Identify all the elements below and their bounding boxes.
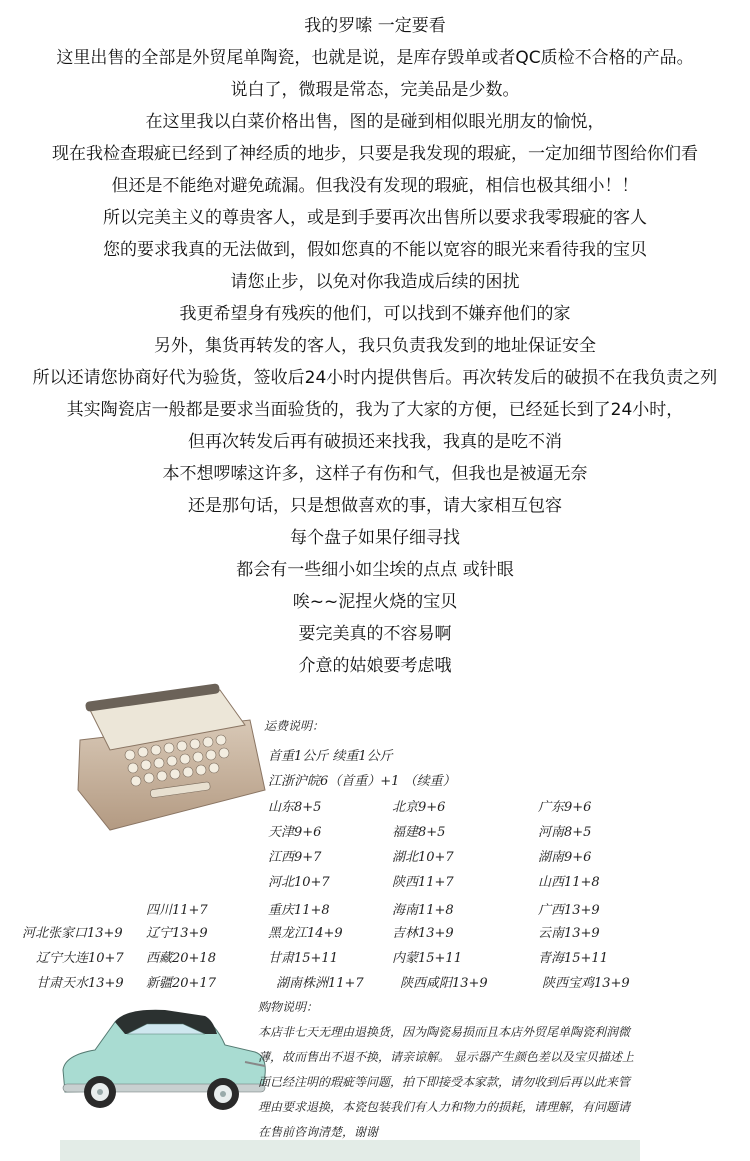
notice-line: 本不想啰嗦这许多，这样子有伤和气，但我也是被逼无奈	[162, 464, 588, 484]
notice-line: 您的要求我真的无法做到，假如您真的不能以宽容的眼光来看待我的宝贝	[103, 240, 647, 260]
notice-line: 介意的姑娘要考虑哦	[298, 656, 452, 676]
notice-line: 还是那句话，只是想做喜欢的事，请大家相互包容	[188, 496, 562, 516]
rate-item: 云南13+9	[538, 926, 600, 941]
rate-item: 广东9+6	[538, 800, 592, 815]
rate-item: 海南11+8	[392, 903, 454, 918]
rate-item: 北京9+6	[392, 800, 446, 815]
rate-item: 黑龙江14+9	[268, 926, 343, 941]
rate-item: 江西9+7	[268, 850, 322, 865]
notice-text	[0, 10, 750, 682]
rate-item: 山东8+5	[268, 800, 322, 815]
rate-item: 湖南9+6	[538, 850, 592, 865]
rate-item: 陕西咸阳13+9	[400, 976, 488, 991]
typewriter-image	[70, 680, 270, 835]
rate-item: 四川11+7	[146, 903, 208, 918]
rate-item: 福建8+5	[392, 825, 446, 840]
rate-item: 天津9+6	[268, 825, 322, 840]
rate-item: 青海15+11	[538, 951, 608, 966]
rate-item: 陕西宝鸡13+9	[542, 976, 630, 991]
notice-line: 唉~~泥捏火烧的宝贝	[292, 592, 458, 612]
rate-item: 辽宁大连10+7	[36, 951, 124, 966]
rate-item: 湖南株洲11+7	[276, 976, 364, 991]
shopping-body: 本店非七天无理由退换货，因为陶瓷易损而且本店外贸尾单陶瓷利润微薄，故而售出不退不换，请亲谅解。 显示器产生颜色差以及宝贝描述上面已经注明的瑕疵等问题，拍下即接受本家款，请勿收到后再以此来管理由要求退换，本瓷包装我们有人力和物力的损耗，请理解，有问题请在售前咨询清楚，谢谢	[258, 1025, 634, 1139]
vintage-car-image	[55, 1000, 270, 1125]
rate-item: 河北10+7	[268, 875, 330, 890]
notice-line: 每个盘子如果仔细寻找	[290, 528, 460, 548]
notice-line: 所以还请您协商好代为验货，签收后24小时内提供售后。再次转发后的破损不在我负责之列	[32, 368, 718, 388]
footer-strip	[60, 1140, 640, 1161]
rate-item: 新疆20+17	[146, 976, 216, 991]
rate-item: 湖北10+7	[392, 850, 454, 865]
notice-line: 另外，集货再转发的客人，我只负责我发到的地址保证安全	[154, 336, 596, 356]
shopping-title: 购物说明：	[258, 1000, 319, 1014]
notice-line: 这里出售的全部是外贸尾单陶瓷，也就是说，是库存毁单或者QC质检不合格的产品。	[56, 48, 694, 68]
rate-item: 河南8+5	[538, 825, 592, 840]
rate-item: 内蒙15+11	[392, 951, 462, 966]
rate-item: 吉林13+9	[392, 926, 454, 941]
notice-line: 但还是不能绝对避免疏漏。但我没有发现的瑕疵，相信也极其细小！！	[111, 176, 639, 196]
rate-item: 重庆11+8	[268, 903, 330, 918]
rate-item: 山西11+8	[538, 875, 600, 890]
notice-line: 在这里我以白菜价格出售，图的是碰到相似眼光朋友的愉悦，	[145, 112, 605, 132]
notice-line: 但再次转发后再有破损还来找我，我真的是吃不消	[188, 432, 562, 452]
rate-item: 甘肃天水13+9	[36, 976, 124, 991]
notice-line: 请您止步，以免对你我造成后续的困扰	[230, 272, 520, 292]
shipping-title: 运费说明：	[264, 719, 325, 733]
notice-line: 所以完美主义的尊贵客人，或是到手要再次出售所以要求我零瑕疵的客人	[103, 208, 647, 228]
rate-item: 河北张家口13+9	[22, 926, 123, 941]
notice-line: 我更希望身有残疾的他们，可以找到不嫌弃他们的家	[179, 304, 571, 324]
shipping-format-note: 江浙沪皖6（首重）+1 （续重）	[268, 774, 456, 789]
rate-item: 陕西11+7	[392, 875, 454, 890]
rate-item: 西藏20+18	[146, 951, 216, 966]
notice-line: 都会有一些细小如尘埃的点点 或针眼	[236, 560, 514, 580]
notice-heading: 我的罗嗦 一定要看	[304, 16, 446, 36]
notice-line: 其实陶瓷店一般都是要求当面验货的，我为了大家的方便，已经延长到了24小时，	[66, 400, 684, 420]
rate-item: 辽宁13+9	[146, 926, 208, 941]
notice-line: 现在我检查瑕疵已经到了神经质的地步，只要是我发现的瑕疵，一定加细节图给你们看	[52, 144, 698, 164]
notice-line: 说白了，微瑕是常态，完美品是少数。	[230, 80, 520, 100]
shipping-weight-note: 首重1公斤 续重1公斤	[268, 749, 393, 764]
rate-item: 甘肃15+11	[268, 951, 338, 966]
rate-item: 广西13+9	[538, 903, 600, 918]
notice-line: 要完美真的不容易啊	[298, 624, 452, 644]
